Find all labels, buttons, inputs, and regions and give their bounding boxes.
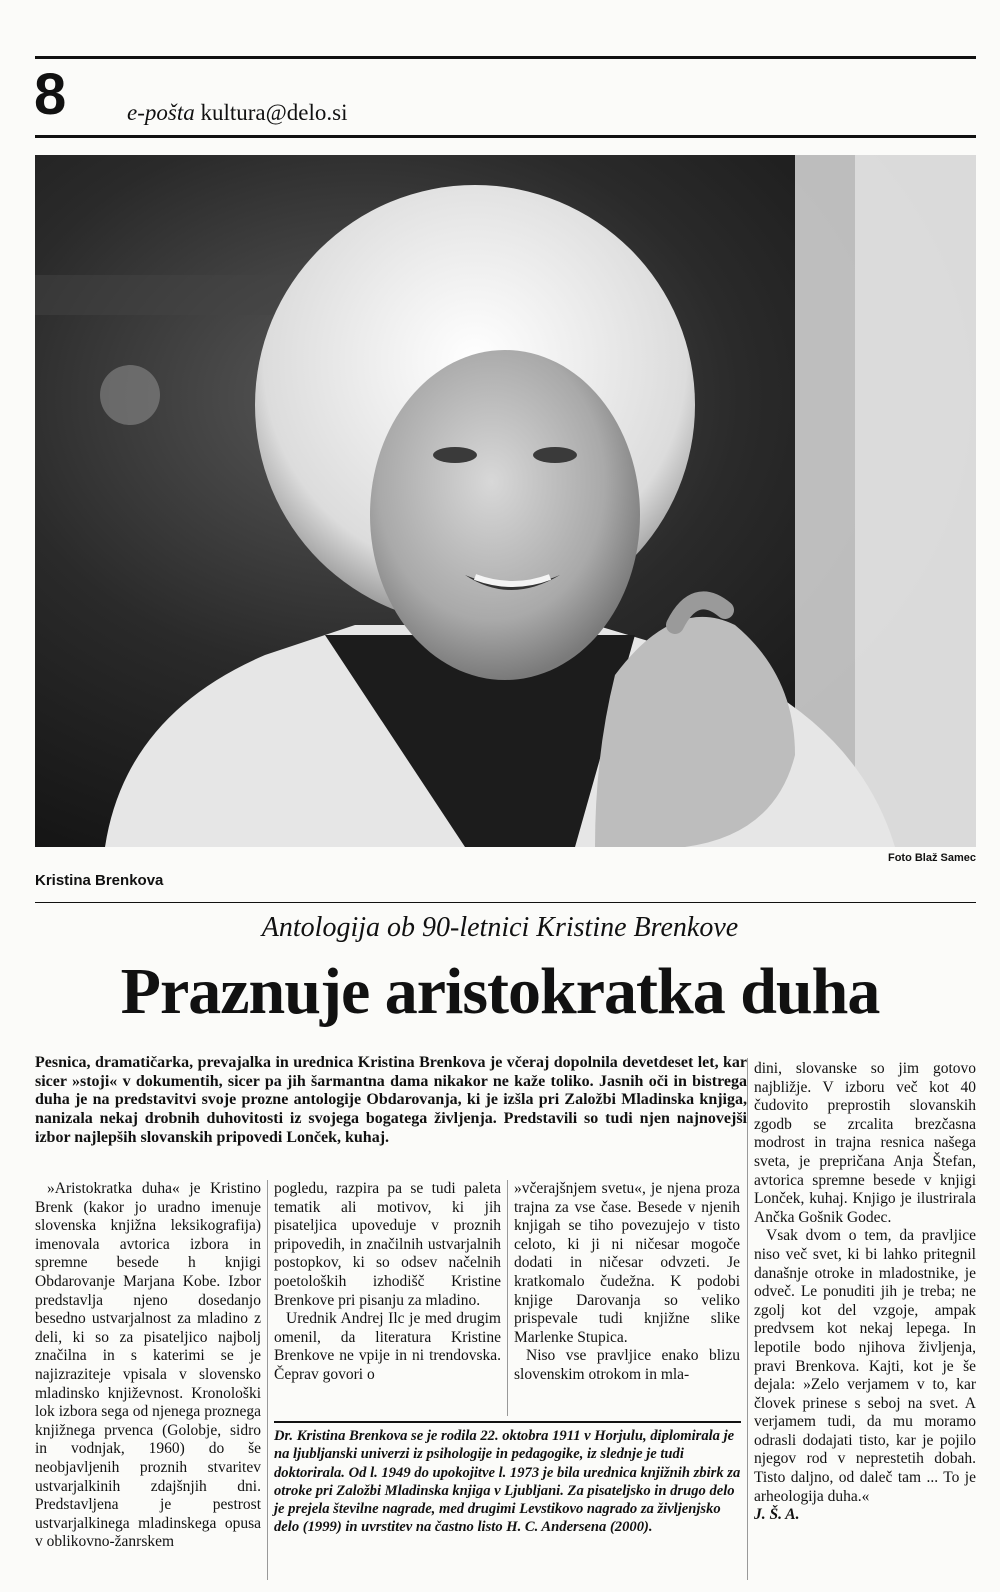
column-divider — [267, 1180, 268, 1580]
email-label: e-pošta — [127, 100, 195, 125]
paragraph: pogledu, razpira pa se tudi paleta tematik ali motivov, ki jih pisateljica upoveduje v proznih pripovedih, in značilnih ustvarjalnih postopkov, ki so odsev načelnih poetoloških izhodišč Kristine Brenkove pri pisanju za mladino. — [274, 1180, 501, 1309]
page-number: 8 — [34, 62, 67, 127]
body-column-4 — [754, 1060, 976, 1525]
bio-box: Dr. Kristina Brenkova se je rodila 22. oktobra 1911 v Horjulu, diplomirala je na ljubljanski univerzi iz psihologije in pedagogike, iz slednje je tudi doktorirala. Od l. 1949 do upokojitve l. 1973 je bila urednica knjižnih zbirk za otroke pri Založbi Mladinska knjiga v Ljubljani. Za pisateljsko in drugo delo je prejela številne nagrade, med drugimi Levstikovo nagrado za življenjsko delo (1999) in uvrstitev na častno listo H. C. Andersena (2000). — [274, 1428, 741, 1536]
email-line — [127, 100, 348, 126]
article-headline: Praznuje aristokratka duha — [120, 955, 880, 1028]
author-signature: J. Š. A. — [754, 1506, 800, 1524]
bio-top-rule — [274, 1421, 741, 1423]
paragraph: Urednik Andrej Ilc je med drugim omenil, da literatura Kristine Brenkove ne vpije in ni trendovska. Čeprav govori o — [274, 1310, 501, 1383]
email-address[interactable]: kultura@delo.si — [200, 100, 348, 125]
column-divider — [507, 1180, 508, 1416]
paragraph: Vsak dvom o tem, da pravljice niso več svet, ki bi lahko pritegnil današnje otroke in mladostnike, je odveč. Le ponuditi jih je treba; ne zgolj kot del vzgoje, ampak predvsem kot nekaj lepega. In lepotile bodo njihova življenja, pravi Brenkova. Kajti, kot je še dejala: »Zelo verjamem v to, kar človek prinese s seboj na svet. A verjamem tudi, da mu moramo odrasli dodajati tisto, kar je pojilo njegov rod v neprestetih dobah. Tisto daljno, od daleč tam ... To je arheologija duha.« — [754, 1227, 976, 1505]
top-rule — [35, 56, 976, 59]
paragraph: »včerajšnjem svetu«, je njena proza trajna za vse čase. Besede v njenih knjigah se tiho povezujejo v tisto celoto, ki ji ni ničesar mogoče dodati in ničesar odvzeti. Je kratkomalo čudežna. K podobi knjige Darovanja so veliko prispevale tudi knjižne slike Marlenke Stupica. — [514, 1180, 740, 1346]
article-lead: Pesnica, dramatičarka, prevajalka in urednica Kristina Brenkova je včeraj dopolnila devetdeset let, kar sicer »stoji« v dokumentih, sicer pa jih šarmantna dama nikakor ne kaže toliko. Jasnih oči in bistrega duha je na predstavitvi svoje prozne antologije Obdarovanja, ki je izšla pri Založbi Mladinska knjiga, nanizala nekaj drobnih duhovitosti iz svojega bogatega življenja. Predstavili so tudi njen najnovejši izbor najlepših slovanskih pripovedi Lonček, kuhaj. — [35, 1054, 747, 1146]
article-kicker: Antologija ob 90-letnici Kristine Brenkove — [261, 912, 739, 943]
body-column-2 — [274, 1180, 501, 1385]
body-column-1 — [35, 1180, 261, 1552]
paragraph: Niso vse pravljice enako blizu slovenskim otrokom in mla- — [514, 1347, 740, 1383]
portrait-illustration — [35, 155, 976, 847]
header-rule — [35, 135, 976, 138]
portrait-photo — [35, 155, 976, 847]
photo-caption: Kristina Brenkova — [35, 872, 164, 889]
column-divider — [747, 1058, 748, 1580]
caption-rule — [35, 902, 976, 903]
body-column-3 — [514, 1180, 740, 1385]
paragraph: dini, slovanske so jim gotovo najbližje. V izboru več kot 40 čudovito preprostih slovanskih zgodb se zrcalita brezčasna modrost in trajna resnica našega sveta, je prepričana Anja Štefan, avtorica spremne besede v knjigi Lonček, kuhaj. Knjigo je ilustrirala Ančka Gošnik Godec. — [754, 1060, 976, 1226]
paragraph: »Aristokratka duha« je Kristino Brenk (kakor jo uradno imenuje slovenska knjižna leksikografija) imenovala avtorica izbora in spremne besede h knjigi Obdarovanje Marjana Kobe. Izbor predstavlja njeno dosedanjo besedno ustvarjalnost za mladino z deli, ki so za pisateljico najbolj značilna in s katerimi se je najizraziteje vpisala v slovensko mladinsko književnost. Kronološki lok izbora sega od njenega proznega knjižnega prvenca (Golobje, sidro in vodnjak, 1960) do še neobjavljenih proznih stvaritev ustvarjalkinih zdajšnjih dni. Predstavljena je pestrost ustvarjalkinega mladinskega opusa v oblikovno-žanrskem — [35, 1180, 261, 1551]
photo-credit: Foto Blaž Samec — [887, 852, 976, 864]
